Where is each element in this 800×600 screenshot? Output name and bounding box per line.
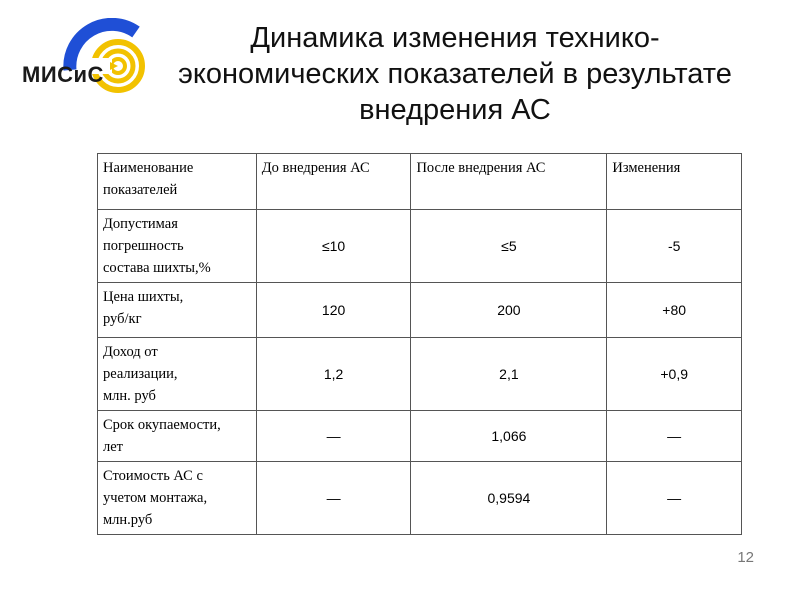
table-row	[98, 462, 742, 535]
row-name-line: млн. руб	[103, 388, 156, 404]
table-row	[98, 283, 742, 338]
row-name-line: Цена шихты,	[103, 289, 184, 305]
table-row	[98, 210, 742, 283]
row-name-line: реализации,	[103, 366, 178, 382]
row-name-line: состава шихты,%	[103, 260, 211, 276]
page-number: 12	[737, 549, 754, 566]
before-value: —	[256, 462, 411, 535]
change-value: +80	[607, 283, 742, 338]
after-value: 2,1	[411, 338, 607, 411]
row-name-line: Срок окупаемости,	[103, 417, 221, 433]
row-name-line: погрешность	[103, 238, 184, 254]
before-value: ≤10	[256, 210, 411, 283]
after-value: 200	[411, 283, 607, 338]
table-header-row	[98, 154, 742, 210]
title-line-3: внедрения АС	[359, 94, 551, 126]
row-name-line: млн.руб	[103, 512, 153, 528]
row-name-line: Допустимая	[103, 216, 178, 232]
table-row	[98, 411, 742, 462]
before-value: —	[256, 411, 411, 462]
slide-title	[150, 20, 760, 128]
title-line-2: экономических показателей в результате	[178, 58, 732, 90]
change-value: -5	[607, 210, 742, 283]
logo-text: МИСиС	[22, 62, 104, 87]
after-value: 0,9594	[411, 462, 607, 535]
change-value: —	[607, 462, 742, 535]
header-cell-change: Изменения	[607, 154, 742, 210]
table-row	[98, 338, 742, 411]
header-cell-name: Наименование показателей	[98, 154, 257, 210]
after-value: 1,066	[411, 411, 607, 462]
row-name-cell	[98, 338, 257, 411]
before-value: 120	[256, 283, 411, 338]
header-cell-before: До внедрения АС	[256, 154, 411, 210]
row-name-line: лет	[103, 439, 124, 455]
row-name-cell	[98, 411, 257, 462]
title-line-1: Динамика изменения технико-	[250, 22, 660, 54]
change-value: +0,9	[607, 338, 742, 411]
misis-logo	[18, 18, 168, 98]
indicators-table	[97, 153, 742, 535]
row-name-cell	[98, 462, 257, 535]
row-name-cell	[98, 283, 257, 338]
row-name-line: Стоимость АС с	[103, 468, 203, 484]
row-name-cell	[98, 210, 257, 283]
row-name-line: учетом монтажа,	[103, 490, 208, 506]
after-value: ≤5	[411, 210, 607, 283]
before-value: 1,2	[256, 338, 411, 411]
header-cell-after: После внедрения АС	[411, 154, 607, 210]
change-value: —	[607, 411, 742, 462]
row-name-line: Доход от	[103, 344, 158, 360]
row-name-line: руб/кг	[103, 311, 142, 327]
